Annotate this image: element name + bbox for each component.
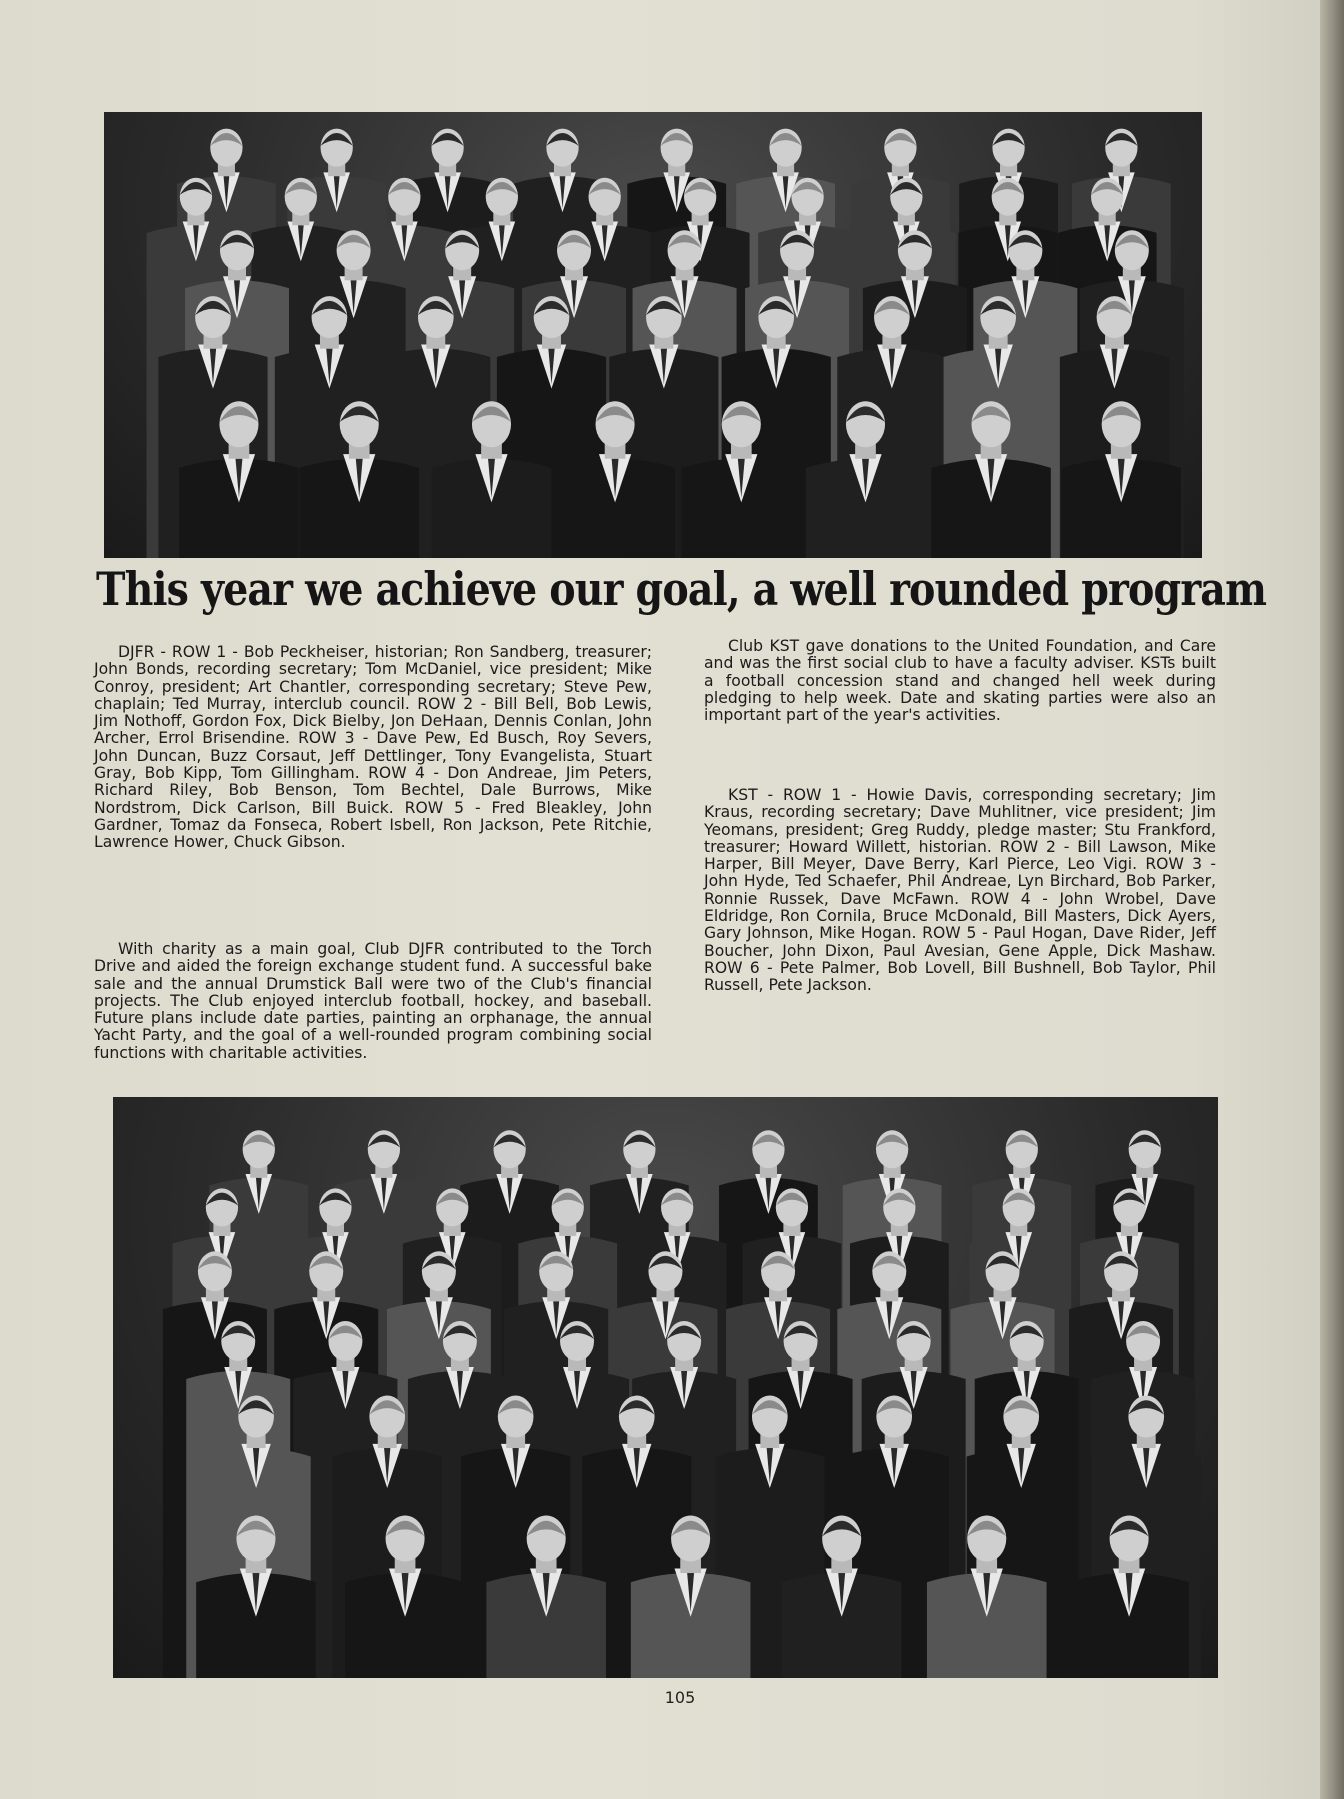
djfr-charity-paragraph	[94, 941, 652, 1062]
kst-group-photo	[113, 1097, 1218, 1678]
binding-edge	[1320, 0, 1344, 1799]
djfr-group-photo	[104, 112, 1202, 558]
kst-activities-paragraph	[704, 638, 1216, 724]
djfr-roster-text: DJFR - ROW 1 - Bob Peckheiser, historian; Ron Sandberg, treasurer; John Bonds, recording secretary; Tom McDaniel, vice president; Mike Conroy, president; Art Chantler, corresponding secretary; Steve Pew, chaplain; Ted Murray, interclub council. ROW 2 - Bill Bell, Bob Lewis, Jim Nothoff, Gordon Fox, Dick Bielby, Jon DeHaan, Dennis Conlan, John Archer, Errol Brisendine. ROW 3 - Dave Pew, Ed Busch, Roy Severs, John Duncan, Buzz Corsaut, Jeff Dettlinger, Tony Evangelista, Stuart Gray, Bob Kipp, Tom Gillingham. ROW 4 - Don Andreae, Jim Peters, Richard Riley, Bob Benson, Tom Bechtel, Dale Burrows, Mike Nordstrom, Dick Carlson, Bill Buick. ROW 5 - Fred Bleakley, John Gardner, Tomaz da Fonseca, Robert Isbell, Ron Jackson, Pete Ritchie, Lawrence Hower, Chuck Gibson.	[94, 643, 652, 852]
djfr-roster-caption	[94, 644, 652, 852]
page-number: 105	[664, 1688, 696, 1707]
group-photo-figures	[113, 1097, 1218, 1678]
group-photo-figures	[104, 112, 1202, 558]
page-headline: This year we achieve our goal, a well rounded program	[96, 562, 1267, 616]
djfr-charity-text: With charity as a main goal, Club DJFR contributed to the Torch Drive and aided the foreign exchange student fund. A successful bake sale and the annual Drumstick Ball were two of the Club's financial projects. The Club enjoyed interclub football, hockey, and baseball. Future plans include date parties, painting an orphanage, the annual Yacht Party, and the goal of a well-rounded program combining social functions with charitable activities.	[94, 940, 652, 1062]
kst-roster-caption	[704, 787, 1216, 995]
kst-roster-text: KST - ROW 1 - Howie Davis, corresponding secretary; Jim Kraus, recording secretary; Dave Muhlitner, vice president; Jim Yeomans, president; Greg Ruddy, pledge master; Stu Frankford, treasurer; Howard Willett, historian. ROW 2 - Bill Lawson, Mike Harper, Bill Meyer, Dave Berry, Karl Pierce, Leo Vigi. ROW 3 - John Hyde, Ted Schaefer, Phil Andreae, Lyn Birchard, Bob Parker, Ronnie Russek, Dave McFawn. ROW 4 - John Wrobel, Dave Eldridge, Ron Cornila, Bruce McDonald, Bill Masters, Dick Ayers, Gary Johnson, Mike Hogan. ROW 5 - Paul Hogan, Dave Rider, Jeff Boucher, John Dixon, Paul Avesian, Gene Apple, Dick Mashaw. ROW 6 - Pete Palmer, Bob Lovell, Bill Bushnell, Bob Taylor, Phil Russell, Pete Jackson.	[704, 786, 1216, 995]
kst-activities-text: Club KST gave donations to the United Foundation, and Care and was the first social club to have a faculty adviser. KSTs built a football concession stand and changed hell week during pledging to help week. Date and skating parties were also an important part of the year's activities.	[704, 637, 1216, 725]
